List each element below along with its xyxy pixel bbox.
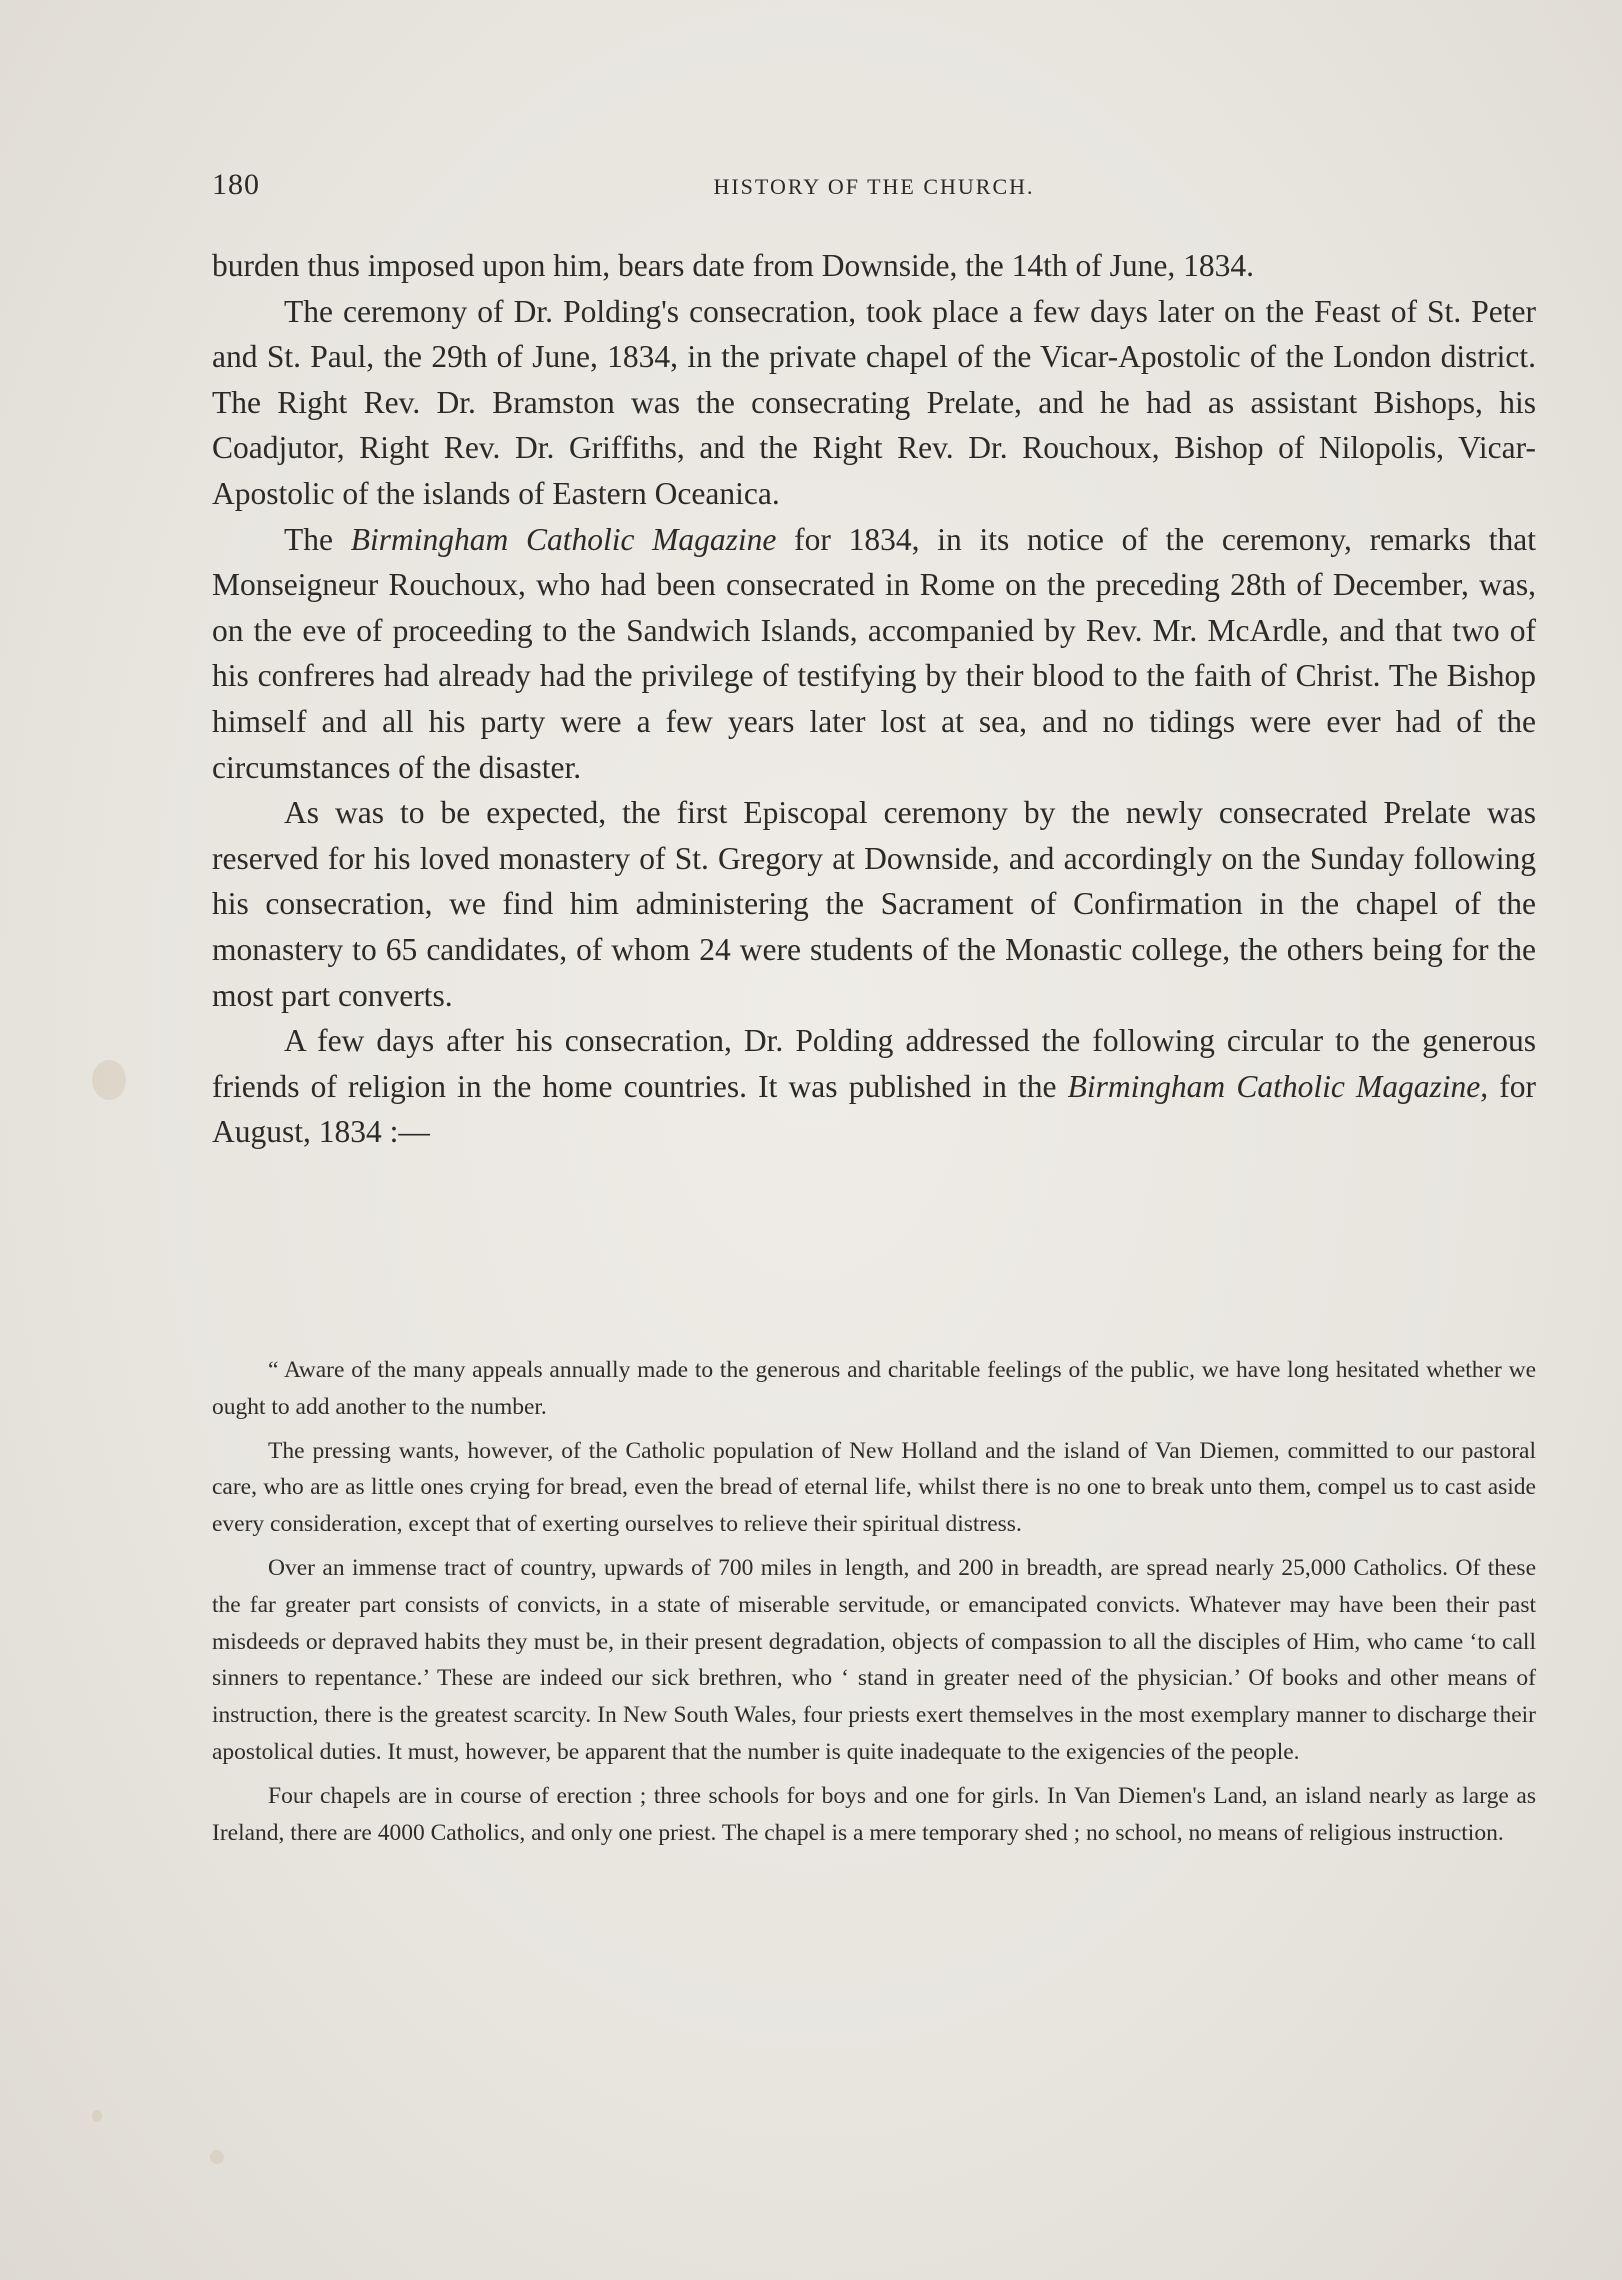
paragraph (212, 1018, 1536, 1155)
paragraph-text: for 1834, in its notice of the ceremony, remarks that Monseigneur Rouchoux, who had been consecrated in Rome on the preceding 28th of December, was, on the eve of proceeding to the Sandwich Islands, accompanied by Rev. Mr. McArdle, and that two of his confreres had already had the privilege of testifying by their blood to the faith of Christ. The Bishop himself and all his party were a few years later lost at sea, and no tidings were ever had of the circumstances of the disaster. (212, 521, 1536, 785)
quoted-circular (212, 1352, 1536, 1858)
paragraph: As was to be expected, the first Episcopal ceremony by the newly consecrated Prelate was reserved for his loved monastery of St. Gregory at Downside, and accordingly on the Sunday following his consecration, we find him administering the Sacrament of Confirmation in the chapel of the monastery to 65 candidates, of whom 24 were students of the Monastic college, the others being for the most part converts. (212, 795, 1536, 1013)
publication-title: Birmingham Catholic Magazine, (1067, 1068, 1489, 1104)
paragraph: burden thus imposed upon him, bears date from Downside, the 14th of June, 1834. (212, 248, 1254, 283)
publication-title: Birmingham Catholic Magazine (350, 521, 777, 557)
paragraph-text: for August, 1834 :— (212, 1068, 1537, 1150)
paragraph: The ceremony of Dr. Polding's consecration, took place a few days later on the Feast of St. Peter and St. Paul, the 29th of June, 1834, in the private chapel of the Vicar-Apostolic of the London district. The Right Rev. Dr. Bramston was the consecrating Prelate, and he had as assistant Bishops, his Coadjutor, Right Rev. Dr. Griffiths, and the Right Rev. Dr. Rouchoux, Bishop of Nilopolis, Vicar-Apostolic of the islands of Eastern Oceanica. (212, 293, 1536, 511)
quote-paragraph: Four chapels are in course of erection ; three schools for boys and one for girls. In Van Diemen's Land, an island nearly as large as Ireland, there are 4000 Catholics, and only one priest. The chapel is a mere temporary shed ; no school, no means of religious instruction. (212, 1782, 1536, 1846)
paragraph-text: The (284, 521, 351, 557)
page-header (212, 168, 1536, 208)
quote-paragraph: “ Aware of the many appeals annually made to the generous and charitable feelings of the public, we have long hesitated whether we ought to add another to the number. (212, 1357, 1536, 1420)
running-title: HISTORY OF THE CHURCH. (713, 174, 1035, 199)
paper-stain (92, 1060, 126, 1100)
main-text (212, 243, 1536, 1155)
quote-paragraph: Over an immense tract of country, upwards of 700 miles in length, and 200 in breadth, are spread nearly 25,000 Catholics. Of these the far greater part consists of convicts, in a state of miserable servitude, or emancipated convicts. Whatever may have been their past misdeeds or depraved habits they must be, in their present degradation, objects of compassion to all the disciples of Him, who came ‘to call sinners to repentance.’ These are indeed our sick brethren, who ‘ stand in greater need of the physician.’ Of books and other means of instruction, there is the greatest scarcity. In New South Wales, four priests exert themselves in the most exemplary manner to discharge their apostolical duties. It must, however, be apparent that the number is quite inadequate to the exigencies of the people. (212, 1554, 1536, 1765)
page-number: 180 (212, 168, 260, 201)
paper-stain (92, 2110, 102, 2122)
paper-stain (210, 2150, 224, 2164)
quote-paragraph: The pressing wants, however, of the Catholic population of New Holland and the island of Van Diemen, committed to our pastoral care, who are as little ones crying for bread, even the bread of eternal life, whilst there is no one to break unto them, compel us to cast aside every consideration, except that of exerting ourselves to relieve their spiritual distress. (212, 1437, 1536, 1538)
paragraph (212, 517, 1536, 791)
paragraph-text: A few days after his consecration, Dr. Polding addressed the following circular to the generous friends of religion in the home countries. It was published in the (212, 1023, 1536, 1104)
